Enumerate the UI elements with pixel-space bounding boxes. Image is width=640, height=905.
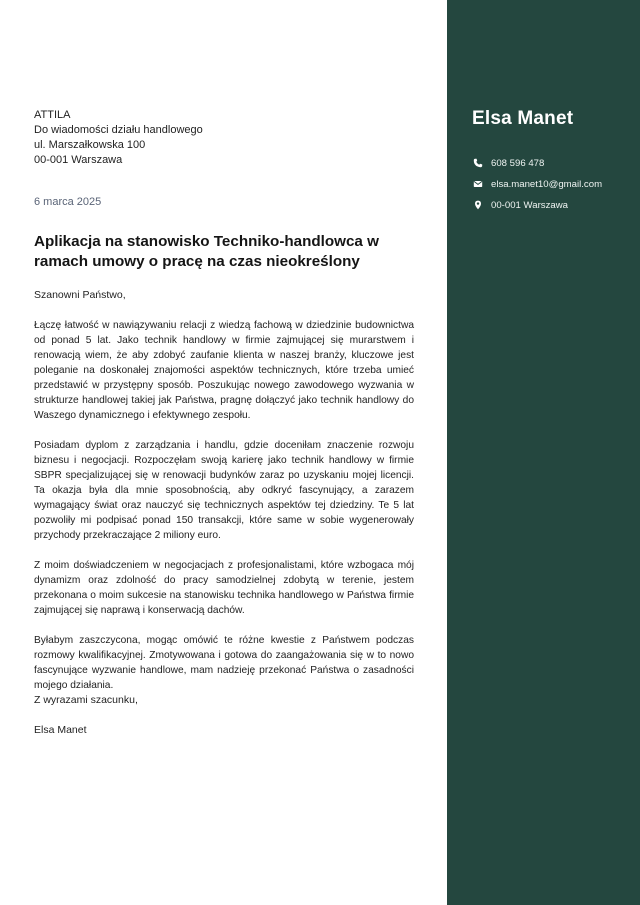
contact-location — [473, 198, 568, 212]
location-text: 00-001 Warszawa — [491, 199, 568, 211]
signature: Elsa Manet — [34, 724, 87, 736]
email-text[interactable]: elsa.manet10@gmail.com — [491, 178, 603, 190]
sidebar — [447, 0, 640, 905]
recipient-block — [34, 108, 414, 168]
contact-email — [473, 177, 602, 191]
letter-body — [34, 108, 414, 738]
phone-text[interactable]: 608 596 478 — [491, 157, 545, 169]
paragraph-3: Z moim doświadczeniem w negocjacjach z profesjonalistami, które wzbogaca mój dynamizm oraz zdolność do pracy samodzielnej zdobytą w terenie, jestem przekonana o moim sukcesie na stanowisku technika handlowego w Państwa firmie zajmującej się naprawą i konserwacją dachów. — [34, 560, 414, 616]
paragraph-1: Łączę łatwość w nawiązywaniu relacji z wiedzą fachową w dziedzinie budownictwa od ponad 5 lat. Jako technik handlowy w firmie zajmującej się murarstwem i renowacją wiem, że aby zdobyć zaufanie klienta w naszej branży, kluczowe jest poleganie na doskonałej znajomości aspektów technicznych, które trzeba umieć przedstawić w przystępny sposób. Poszukując nowego zawodowego wyzwania w strukturze handlowej takiej jak Państwa, pragnę dołączyć jako technik handlowy do Waszego dynamicznego i efektywnego zespołu. — [34, 320, 414, 421]
recipient-street: ul. Marszałkowska 100 — [34, 139, 146, 151]
paragraph-2: Posiadam dyplom z zarządzania i handlu, gdzie doceniłam znaczenie rozwoju biznesu i negocjacji. Rozpoczęłam swoją karierę jako technik handlowy w firmie SBPR specjalizującej się w renowacji budynków zaraz po uzyskaniu mojej licencji. Ta okazja była dla mnie sposobnością, aby odkryć fascynujący, a zarazem wymagający świat oraz nauczyć się technicznych aspektów tej dziedziny. Te 5 lat pozwoliły mi podpisać ponad 150 transakcji, które same w sobie wygenerowały przychody przekraczające 2 miliony euro. — [34, 440, 414, 541]
greeting: Szanowni Państwo, — [34, 289, 126, 301]
recipient-company: ATTILA — [34, 109, 71, 121]
closing: Z wyrazami szacunku, — [34, 694, 138, 706]
sidebar-name: Elsa Manet — [472, 108, 574, 129]
contact-phone — [473, 156, 544, 170]
map-pin-icon — [473, 200, 483, 210]
letter-date: 6 marca 2025 — [34, 196, 102, 208]
recipient-attention: Do wiadomości działu handlowego — [34, 124, 203, 136]
paragraph-4: Byłabym zaszczycona, mogąc omówić te różne kwestie z Państwem podczas rozmowy kwalifikacyjnej. Zmotywowana i gotowa do zaangażowania się w to nowo fascynujące wyzwanie handlowe, mam nadzieję przekonać Państwa o zasadności mojego działania. — [34, 635, 414, 691]
envelope-icon — [473, 179, 483, 189]
recipient-city: 00-001 Warszawa — [34, 154, 123, 166]
letter-subject: Aplikacja na stanowisko Techniko-handlowca w ramach umowy o pracę na czas nieokreślony — [34, 233, 379, 270]
phone-icon — [473, 158, 483, 168]
